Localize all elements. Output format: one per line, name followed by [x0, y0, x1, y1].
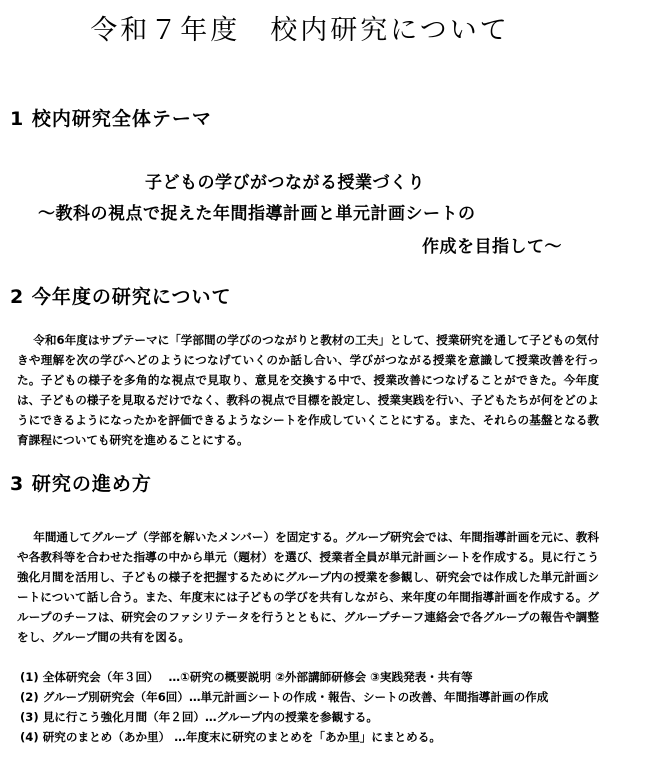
method-paragraph: 年間通してグループ（学部を解いたメンバー）を固定する。グループ研究会では、年間指導計画を元に、教科や各教科等を合わせた指導の中から単元（題材）を選び、授業者全員が単元計画シートを作成する。見に行こう強化月間を活用し、子どもの様子を把握するためにグループ内の授業を参観し、研究会では作成した単元計画シートについて話し合う。また、年度末には子どもの学びを共有しながら、来年度の年間指導計画を作成する。グループのチーフは、研究会のファシリテータを行うとともに、グループチーフ連絡会で各グループの報告や調整をし、グループ間の共有を図る。 [17, 530, 599, 644]
list-item: (2) グループ別研究会（年6回）…単元計画シートの作成・報告、シートの改善、年間指導計画の作成 [20, 690, 549, 704]
theme-line-3: 作成を目指して～ [422, 237, 562, 257]
theme-line-1: 子どもの学びがつながる授業づくり [145, 173, 425, 193]
theme-line-2: ～教科の視点で捉えた年間指導計画と単元計画シートの [38, 204, 476, 224]
list-item: (3) 見に行こう強化月間（年２回）…グループ内の授業を参観する。 [20, 710, 378, 724]
section-heading-theme: 1 校内研究全体テーマ [10, 108, 212, 130]
research-paragraph: 令和6年度はサブテーマに「学部間の学びのつながりと教材の工夫」として、授業研究を通して子どもの気付きや理解を次の学びへどのようにつなげていくのか話し合い、学びがつながる授業を意識して授業改善を行った。子どもの様子を多角的な視点で見取り、意見を交換する中で、授業改善につなげることができた。今年度は、子どもの様子を見取るだけでなく、教科の視点で目標を設定し、授業実践を行い、子どもたちが何をどのようにできるようになったかを評価できるようなシートを作成していくことにする。また、それらの基盤となる教育課程についても研究を進めることにする。 [17, 333, 599, 447]
page-title: 令和７年度 校内研究について [90, 15, 510, 46]
method-list [20, 667, 620, 747]
list-item: (4) 研究のまとめ（あか里） …年度末に研究のまとめを「あか里」にまとめる。 [20, 730, 441, 744]
section-heading-method: 3 研究の進め方 [10, 473, 152, 495]
list-item: (1) 全体研究会（年３回） …①研究の概要説明 ②外部講師研修会 ③実践発表・共有等 [20, 670, 473, 684]
section-heading-this-year: 2 今年度の研究について [10, 286, 232, 308]
